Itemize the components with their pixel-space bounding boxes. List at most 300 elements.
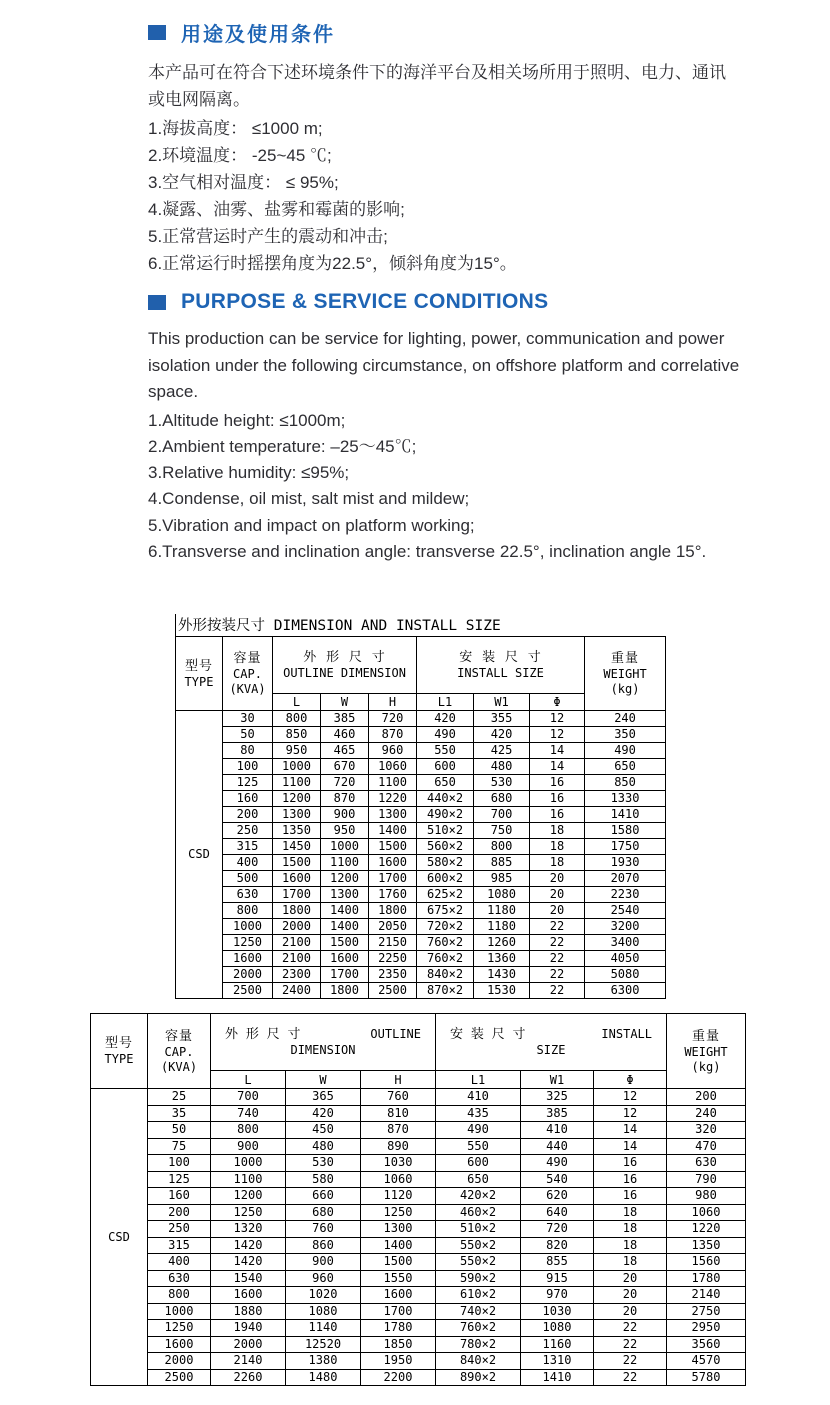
table-cell: 1300 xyxy=(273,807,321,823)
table-cell: 200 xyxy=(223,807,273,823)
table-cell: 30 xyxy=(223,711,273,727)
table-cell: 22 xyxy=(530,919,585,935)
table-cell: 1100 xyxy=(273,775,321,791)
table-cell: 550 xyxy=(436,1138,521,1155)
table-cell: 700 xyxy=(474,807,530,823)
table-cell: 900 xyxy=(321,807,369,823)
table-cell: 440 xyxy=(521,1138,594,1155)
table-cell: 670 xyxy=(321,759,369,775)
table-cell: 2070 xyxy=(585,871,666,887)
table-cell: 18 xyxy=(530,855,585,871)
table-cell: 1250 xyxy=(148,1320,211,1337)
table-cell: 1000 xyxy=(273,759,321,775)
table-cell: 1450 xyxy=(273,839,321,855)
table-cell: 2000 xyxy=(273,919,321,935)
table-cell: 420 xyxy=(286,1105,361,1122)
table-cell: 480 xyxy=(474,759,530,775)
table-cell: 1300 xyxy=(321,887,369,903)
table-cell: 1020 xyxy=(286,1287,361,1304)
table-cell: 250 xyxy=(148,1221,211,1238)
table-cell: 870 xyxy=(361,1122,436,1139)
table-cell: 950 xyxy=(321,823,369,839)
col-L1-header: L1 xyxy=(417,694,474,711)
table-cell: 550×2 xyxy=(436,1237,521,1254)
table-cell: 550×2 xyxy=(436,1254,521,1271)
table-cell: 2350 xyxy=(369,967,417,983)
table-cell: 915 xyxy=(521,1270,594,1287)
table-cell: 3560 xyxy=(667,1336,746,1353)
install-header-en2: SIZE xyxy=(536,1043,566,1057)
outline-header-en: OUTLINE DIMENSION xyxy=(283,666,406,680)
table-cell: 1550 xyxy=(361,1270,436,1287)
table-cell: 1200 xyxy=(321,871,369,887)
table-cell: 800 xyxy=(148,1287,211,1304)
table-cell: 840×2 xyxy=(417,967,474,983)
table1-body xyxy=(176,711,666,999)
col-H-header: H xyxy=(369,694,417,711)
table-cell: 800 xyxy=(474,839,530,855)
table-cell: 1940 xyxy=(211,1320,286,1337)
table-cell: 540 xyxy=(521,1171,594,1188)
table-cell: 315 xyxy=(223,839,273,855)
condition-item-cn: 4.凝露、油雾、盐雾和霉菌的影响; xyxy=(148,200,405,219)
table-cell: 1760 xyxy=(369,887,417,903)
table-row xyxy=(176,807,666,823)
table-cell: 1250 xyxy=(223,935,273,951)
table-cell: 1030 xyxy=(521,1303,594,1320)
table-row xyxy=(91,1188,746,1205)
table-cell: 14 xyxy=(594,1138,667,1155)
table-cell: 240 xyxy=(585,711,666,727)
table-cell: 400 xyxy=(223,855,273,871)
table-cell: 650 xyxy=(417,775,474,791)
table-cell: 680 xyxy=(474,791,530,807)
table-cell: 435 xyxy=(436,1105,521,1122)
table-cell: 790 xyxy=(667,1171,746,1188)
table-row xyxy=(91,1204,746,1221)
table-cell: 630 xyxy=(148,1270,211,1287)
table-cell: 1320 xyxy=(211,1221,286,1238)
table-cell: 16 xyxy=(594,1171,667,1188)
table-cell: 75 xyxy=(148,1138,211,1155)
table-cell: 810 xyxy=(361,1105,436,1122)
table-cell: 400 xyxy=(148,1254,211,1271)
table-cell: 1420 xyxy=(211,1237,286,1254)
table-cell: 780×2 xyxy=(436,1336,521,1353)
install-header-cn: 安 装 尺 寸 xyxy=(450,1027,526,1042)
table-cell: 240 xyxy=(667,1105,746,1122)
table-cell: 385 xyxy=(321,711,369,727)
table-cell: 1250 xyxy=(211,1204,286,1221)
col-L-header: L xyxy=(273,694,321,711)
table-cell: 870×2 xyxy=(417,983,474,999)
table-cell: 2540 xyxy=(585,903,666,919)
table-cell: 1600 xyxy=(223,951,273,967)
outline-header-en2: DIMENSION xyxy=(290,1043,356,1057)
table-cell: 760×2 xyxy=(417,951,474,967)
table-cell: 680 xyxy=(286,1204,361,1221)
table-row xyxy=(91,1303,746,1320)
condition-item-cn: 6.正常运行时摇摆角度为22.5°，倾斜角度为15°。 xyxy=(148,254,517,273)
table-cell: 18 xyxy=(530,839,585,855)
table-cell: 2200 xyxy=(361,1369,436,1386)
table-cell: 1420 xyxy=(211,1254,286,1271)
table-cell: 800 xyxy=(211,1122,286,1139)
table-cell: 1350 xyxy=(667,1237,746,1254)
table-row xyxy=(176,823,666,839)
install-header-en: INSTALL xyxy=(601,1027,652,1041)
cap-header-en: CAP. xyxy=(164,1044,194,1059)
table-cell: 18 xyxy=(594,1221,667,1238)
table-cell: 22 xyxy=(530,983,585,999)
outline-header-cn: 外 形 尺 寸 xyxy=(303,650,386,665)
table-cell: 650 xyxy=(585,759,666,775)
condition-item-cn: 5.正常营运时产生的震动和冲击; xyxy=(148,227,388,246)
table-cell: 1260 xyxy=(474,935,530,951)
table-cell: 480 xyxy=(286,1138,361,1155)
table-cell: 1780 xyxy=(361,1320,436,1337)
table-cell: 490 xyxy=(585,743,666,759)
section-title-en: PURPOSE & SERVICE CONDITIONS xyxy=(181,290,549,313)
table-cell: 600 xyxy=(417,759,474,775)
table-cell: 12 xyxy=(594,1089,667,1106)
table-row xyxy=(176,839,666,855)
table-cell: 640 xyxy=(521,1204,594,1221)
table-cell: 1250 xyxy=(361,1204,436,1221)
table-cell: 420 xyxy=(417,711,474,727)
table-row xyxy=(176,711,666,727)
table-cell: 22 xyxy=(594,1369,667,1386)
table-cell: 385 xyxy=(521,1105,594,1122)
table-cell: 1060 xyxy=(369,759,417,775)
col-L1-header: L1 xyxy=(436,1071,521,1089)
table-cell: 740×2 xyxy=(436,1303,521,1320)
table-cell: 740 xyxy=(211,1105,286,1122)
weight-header-cn: 重量 xyxy=(611,651,640,666)
table-cell: 760×2 xyxy=(436,1320,521,1337)
col-weight-header xyxy=(667,1014,746,1089)
table-cell: 1180 xyxy=(474,903,530,919)
table-cell: 1700 xyxy=(321,967,369,983)
table-cell: 20 xyxy=(530,871,585,887)
table-cell: 18 xyxy=(594,1204,667,1221)
cap-header-unit: (KVA) xyxy=(160,1059,198,1074)
outline-header-en: OUTLINE xyxy=(370,1027,421,1041)
col-type-header xyxy=(176,637,223,711)
table-row xyxy=(176,855,666,871)
table-cell: 1120 xyxy=(361,1188,436,1205)
table-cell: 1140 xyxy=(286,1320,361,1337)
table-cell: 2230 xyxy=(585,887,666,903)
table-cell: 125 xyxy=(223,775,273,791)
table-cell: 12 xyxy=(594,1105,667,1122)
table-cell: 1430 xyxy=(474,967,530,983)
table-cell: 1220 xyxy=(667,1221,746,1238)
outline-header-cn: 外 形 尺 寸 xyxy=(225,1027,301,1042)
table-row xyxy=(91,1336,746,1353)
table-cell: 4050 xyxy=(585,951,666,967)
weight-header-en: WEIGHT xyxy=(603,667,647,681)
table-cell: 1780 xyxy=(667,1270,746,1287)
table-cell: 1600 xyxy=(369,855,417,871)
table-cell: 980 xyxy=(667,1188,746,1205)
table-cell: 420×2 xyxy=(436,1188,521,1205)
table-cell: 3200 xyxy=(585,919,666,935)
table-cell: 1560 xyxy=(667,1254,746,1271)
condition-item-en: 1.Altitude height: ≤1000m; xyxy=(148,410,346,430)
table-cell: 2140 xyxy=(667,1287,746,1304)
table-row xyxy=(176,983,666,999)
table-cell: 870 xyxy=(321,791,369,807)
table-cell: 1200 xyxy=(211,1188,286,1205)
table-cell: 630 xyxy=(223,887,273,903)
table-cell: 760 xyxy=(361,1089,436,1106)
table-cell: 1200 xyxy=(273,791,321,807)
table-cell: 200 xyxy=(148,1204,211,1221)
table-cell: 450 xyxy=(286,1122,361,1139)
table-cell: 2100 xyxy=(273,935,321,951)
table-cell: 760 xyxy=(286,1221,361,1238)
table-row xyxy=(176,775,666,791)
table-cell: 600 xyxy=(436,1155,521,1172)
table-cell: 1800 xyxy=(273,903,321,919)
table-cell: 650 xyxy=(436,1171,521,1188)
table-row xyxy=(176,951,666,967)
table-cell: 20 xyxy=(530,903,585,919)
col-phi-header: Φ xyxy=(594,1071,667,1089)
table-cell: 160 xyxy=(148,1188,211,1205)
table-cell: 530 xyxy=(286,1155,361,1172)
table-cell: 700 xyxy=(211,1089,286,1106)
type-header-en: TYPE xyxy=(104,1052,134,1066)
table-cell: 1360 xyxy=(474,951,530,967)
table-cell: 12 xyxy=(530,727,585,743)
table-cell: 14 xyxy=(530,759,585,775)
table-cell: 1700 xyxy=(361,1303,436,1320)
table-cell: 2140 xyxy=(211,1353,286,1370)
table-cell: 1410 xyxy=(521,1369,594,1386)
table-row xyxy=(176,743,666,759)
type-cell: CSD xyxy=(91,1089,148,1386)
table-cell: 1850 xyxy=(361,1336,436,1353)
table-cell: 14 xyxy=(594,1122,667,1139)
table-cell: 1400 xyxy=(361,1237,436,1254)
table-cell: 1580 xyxy=(585,823,666,839)
table-row xyxy=(176,935,666,951)
section-purpose-cn xyxy=(148,18,733,277)
table-cell: 125 xyxy=(148,1171,211,1188)
table-cell: 1380 xyxy=(286,1353,361,1370)
table-cell: 20 xyxy=(594,1303,667,1320)
table2-body xyxy=(91,1089,746,1386)
table-cell: 960 xyxy=(369,743,417,759)
table-cell: 50 xyxy=(148,1122,211,1139)
table-cell: 890×2 xyxy=(436,1369,521,1386)
table-cell: 850 xyxy=(273,727,321,743)
table-cell: 1160 xyxy=(521,1336,594,1353)
section-purpose-en xyxy=(148,290,768,565)
weight-header-unit: (kg) xyxy=(691,1059,721,1074)
table-cell: 425 xyxy=(474,743,530,759)
table-cell: 1800 xyxy=(321,983,369,999)
table-cell: 440×2 xyxy=(417,791,474,807)
table-cell: 510×2 xyxy=(436,1221,521,1238)
table-cell: 1000 xyxy=(223,919,273,935)
table-cell: 410 xyxy=(521,1122,594,1139)
condition-item-cn: 2.环境温度： -25~45 ℃; xyxy=(148,146,332,165)
table-cell: 490 xyxy=(417,727,474,743)
table-cell: 365 xyxy=(286,1089,361,1106)
table-cell: 16 xyxy=(530,807,585,823)
table-cell: 1500 xyxy=(273,855,321,871)
table-cell: 2050 xyxy=(369,919,417,935)
table-cell: 1220 xyxy=(369,791,417,807)
table-cell: 1950 xyxy=(361,1353,436,1370)
table-cell: 500 xyxy=(223,871,273,887)
condition-item-en: 3.Relative humidity: ≤95%; xyxy=(148,463,350,483)
table-row xyxy=(91,1353,746,1370)
condition-item-en: 6.Transverse and inclination angle: transverse 22.5°, inclination angle 15°. xyxy=(148,541,707,561)
table-cell: 1700 xyxy=(273,887,321,903)
table-cell: 800 xyxy=(223,903,273,919)
table1-title: 外形按装尺寸 DIMENSION AND INSTALL SIZE xyxy=(175,614,666,636)
table-cell: 50 xyxy=(223,727,273,743)
cap-header-unit: (KVA) xyxy=(229,682,266,696)
table-cell: 2100 xyxy=(273,951,321,967)
intro-paragraph-en: This production can be service for lighting, power, communication and power isolation under the following circumstance, on offshore platform and correlative space. xyxy=(148,329,740,401)
table-cell: 900 xyxy=(211,1138,286,1155)
table-cell: 820 xyxy=(521,1237,594,1254)
table-cell: 870 xyxy=(369,727,417,743)
table-cell: 1310 xyxy=(521,1353,594,1370)
table-cell: 530 xyxy=(474,775,530,791)
section-heading-cn xyxy=(148,18,733,47)
col-install-header xyxy=(417,637,585,694)
table-cell: 1500 xyxy=(321,935,369,951)
table-cell: 12520 xyxy=(286,1336,361,1353)
col-phi-header: Φ xyxy=(530,694,585,711)
table-cell: 1080 xyxy=(286,1303,361,1320)
table-cell: 460 xyxy=(321,727,369,743)
table-cell: 2750 xyxy=(667,1303,746,1320)
table-cell: 840×2 xyxy=(436,1353,521,1370)
table-cell: 580×2 xyxy=(417,855,474,871)
table-cell: 1080 xyxy=(521,1320,594,1337)
table-row xyxy=(91,1089,746,1106)
col-capacity-header xyxy=(148,1014,211,1089)
table-cell: 100 xyxy=(148,1155,211,1172)
table-row xyxy=(176,919,666,935)
table-cell: 1100 xyxy=(211,1171,286,1188)
table-cell: 5080 xyxy=(585,967,666,983)
table-cell: 800 xyxy=(273,711,321,727)
table-cell: 855 xyxy=(521,1254,594,1271)
table-cell: 1600 xyxy=(273,871,321,887)
table-cell: 1600 xyxy=(211,1287,286,1304)
table-cell: 1300 xyxy=(361,1221,436,1238)
table-cell: 1350 xyxy=(273,823,321,839)
table-cell: 1600 xyxy=(361,1287,436,1304)
table-row xyxy=(91,1221,746,1238)
col-weight-header xyxy=(585,637,666,711)
table-cell: 1000 xyxy=(148,1303,211,1320)
table-row xyxy=(176,791,666,807)
table-cell: 1060 xyxy=(667,1204,746,1221)
table-cell: 2250 xyxy=(369,951,417,967)
type-header-cn: 型号 xyxy=(184,658,213,674)
table-cell: 22 xyxy=(530,951,585,967)
table-row xyxy=(91,1155,746,1172)
table-cell: 985 xyxy=(474,871,530,887)
section-title-cn: 用途及使用条件 xyxy=(181,24,335,46)
table-cell: 22 xyxy=(594,1353,667,1370)
table1-header-row xyxy=(176,637,666,694)
table-cell: 660 xyxy=(286,1188,361,1205)
table-cell: 315 xyxy=(148,1237,211,1254)
blue-square-bullet-icon xyxy=(148,25,166,40)
table-cell: 1880 xyxy=(211,1303,286,1320)
col-L-header: L xyxy=(211,1071,286,1089)
col-type-header xyxy=(91,1014,148,1089)
table-cell: 100 xyxy=(223,759,273,775)
table-cell: 14 xyxy=(530,743,585,759)
table-cell: 18 xyxy=(594,1254,667,1271)
table2 xyxy=(90,1013,746,1386)
table-cell: 16 xyxy=(594,1155,667,1172)
dimension-table-1 xyxy=(175,614,666,999)
table-row xyxy=(176,967,666,983)
table-cell: 12 xyxy=(530,711,585,727)
table-cell: 1330 xyxy=(585,791,666,807)
table-cell: 22 xyxy=(530,967,585,983)
table-cell: 1500 xyxy=(369,839,417,855)
table-cell: 22 xyxy=(530,935,585,951)
table-cell: 18 xyxy=(530,823,585,839)
table-cell: 490 xyxy=(521,1155,594,1172)
table-row xyxy=(91,1122,746,1139)
table-row xyxy=(91,1320,746,1337)
blue-square-bullet-icon xyxy=(148,295,166,310)
table-cell: 2000 xyxy=(223,967,273,983)
table-row xyxy=(91,1254,746,1271)
table-row xyxy=(91,1287,746,1304)
table-cell: 720 xyxy=(369,711,417,727)
table-cell: 1930 xyxy=(585,855,666,871)
table-cell: 850 xyxy=(585,775,666,791)
condition-item-en: 4.Condense, oil mist, salt mist and mildew; xyxy=(148,489,470,509)
table-cell: 885 xyxy=(474,855,530,871)
type-header-en: TYPE xyxy=(184,674,214,689)
col-outline-header xyxy=(273,637,417,694)
table-cell: 355 xyxy=(474,711,530,727)
table-row xyxy=(91,1270,746,1287)
table-cell: 325 xyxy=(521,1089,594,1106)
weight-header-cn: 重量 xyxy=(691,1028,720,1044)
table-cell: 1000 xyxy=(321,839,369,855)
table-cell: 2500 xyxy=(148,1369,211,1386)
table-cell: 80 xyxy=(223,743,273,759)
table-cell: 2400 xyxy=(273,983,321,999)
table-cell: 1300 xyxy=(369,807,417,823)
table-cell: 20 xyxy=(594,1287,667,1304)
table-cell: 22 xyxy=(594,1320,667,1337)
install-header-cn: 安 装 尺 寸 xyxy=(459,650,542,665)
table-cell: 200 xyxy=(667,1089,746,1106)
col-W1-header: W1 xyxy=(521,1071,594,1089)
table-cell: 970 xyxy=(521,1287,594,1304)
table-cell: 470 xyxy=(667,1138,746,1155)
table-cell: 1030 xyxy=(361,1155,436,1172)
